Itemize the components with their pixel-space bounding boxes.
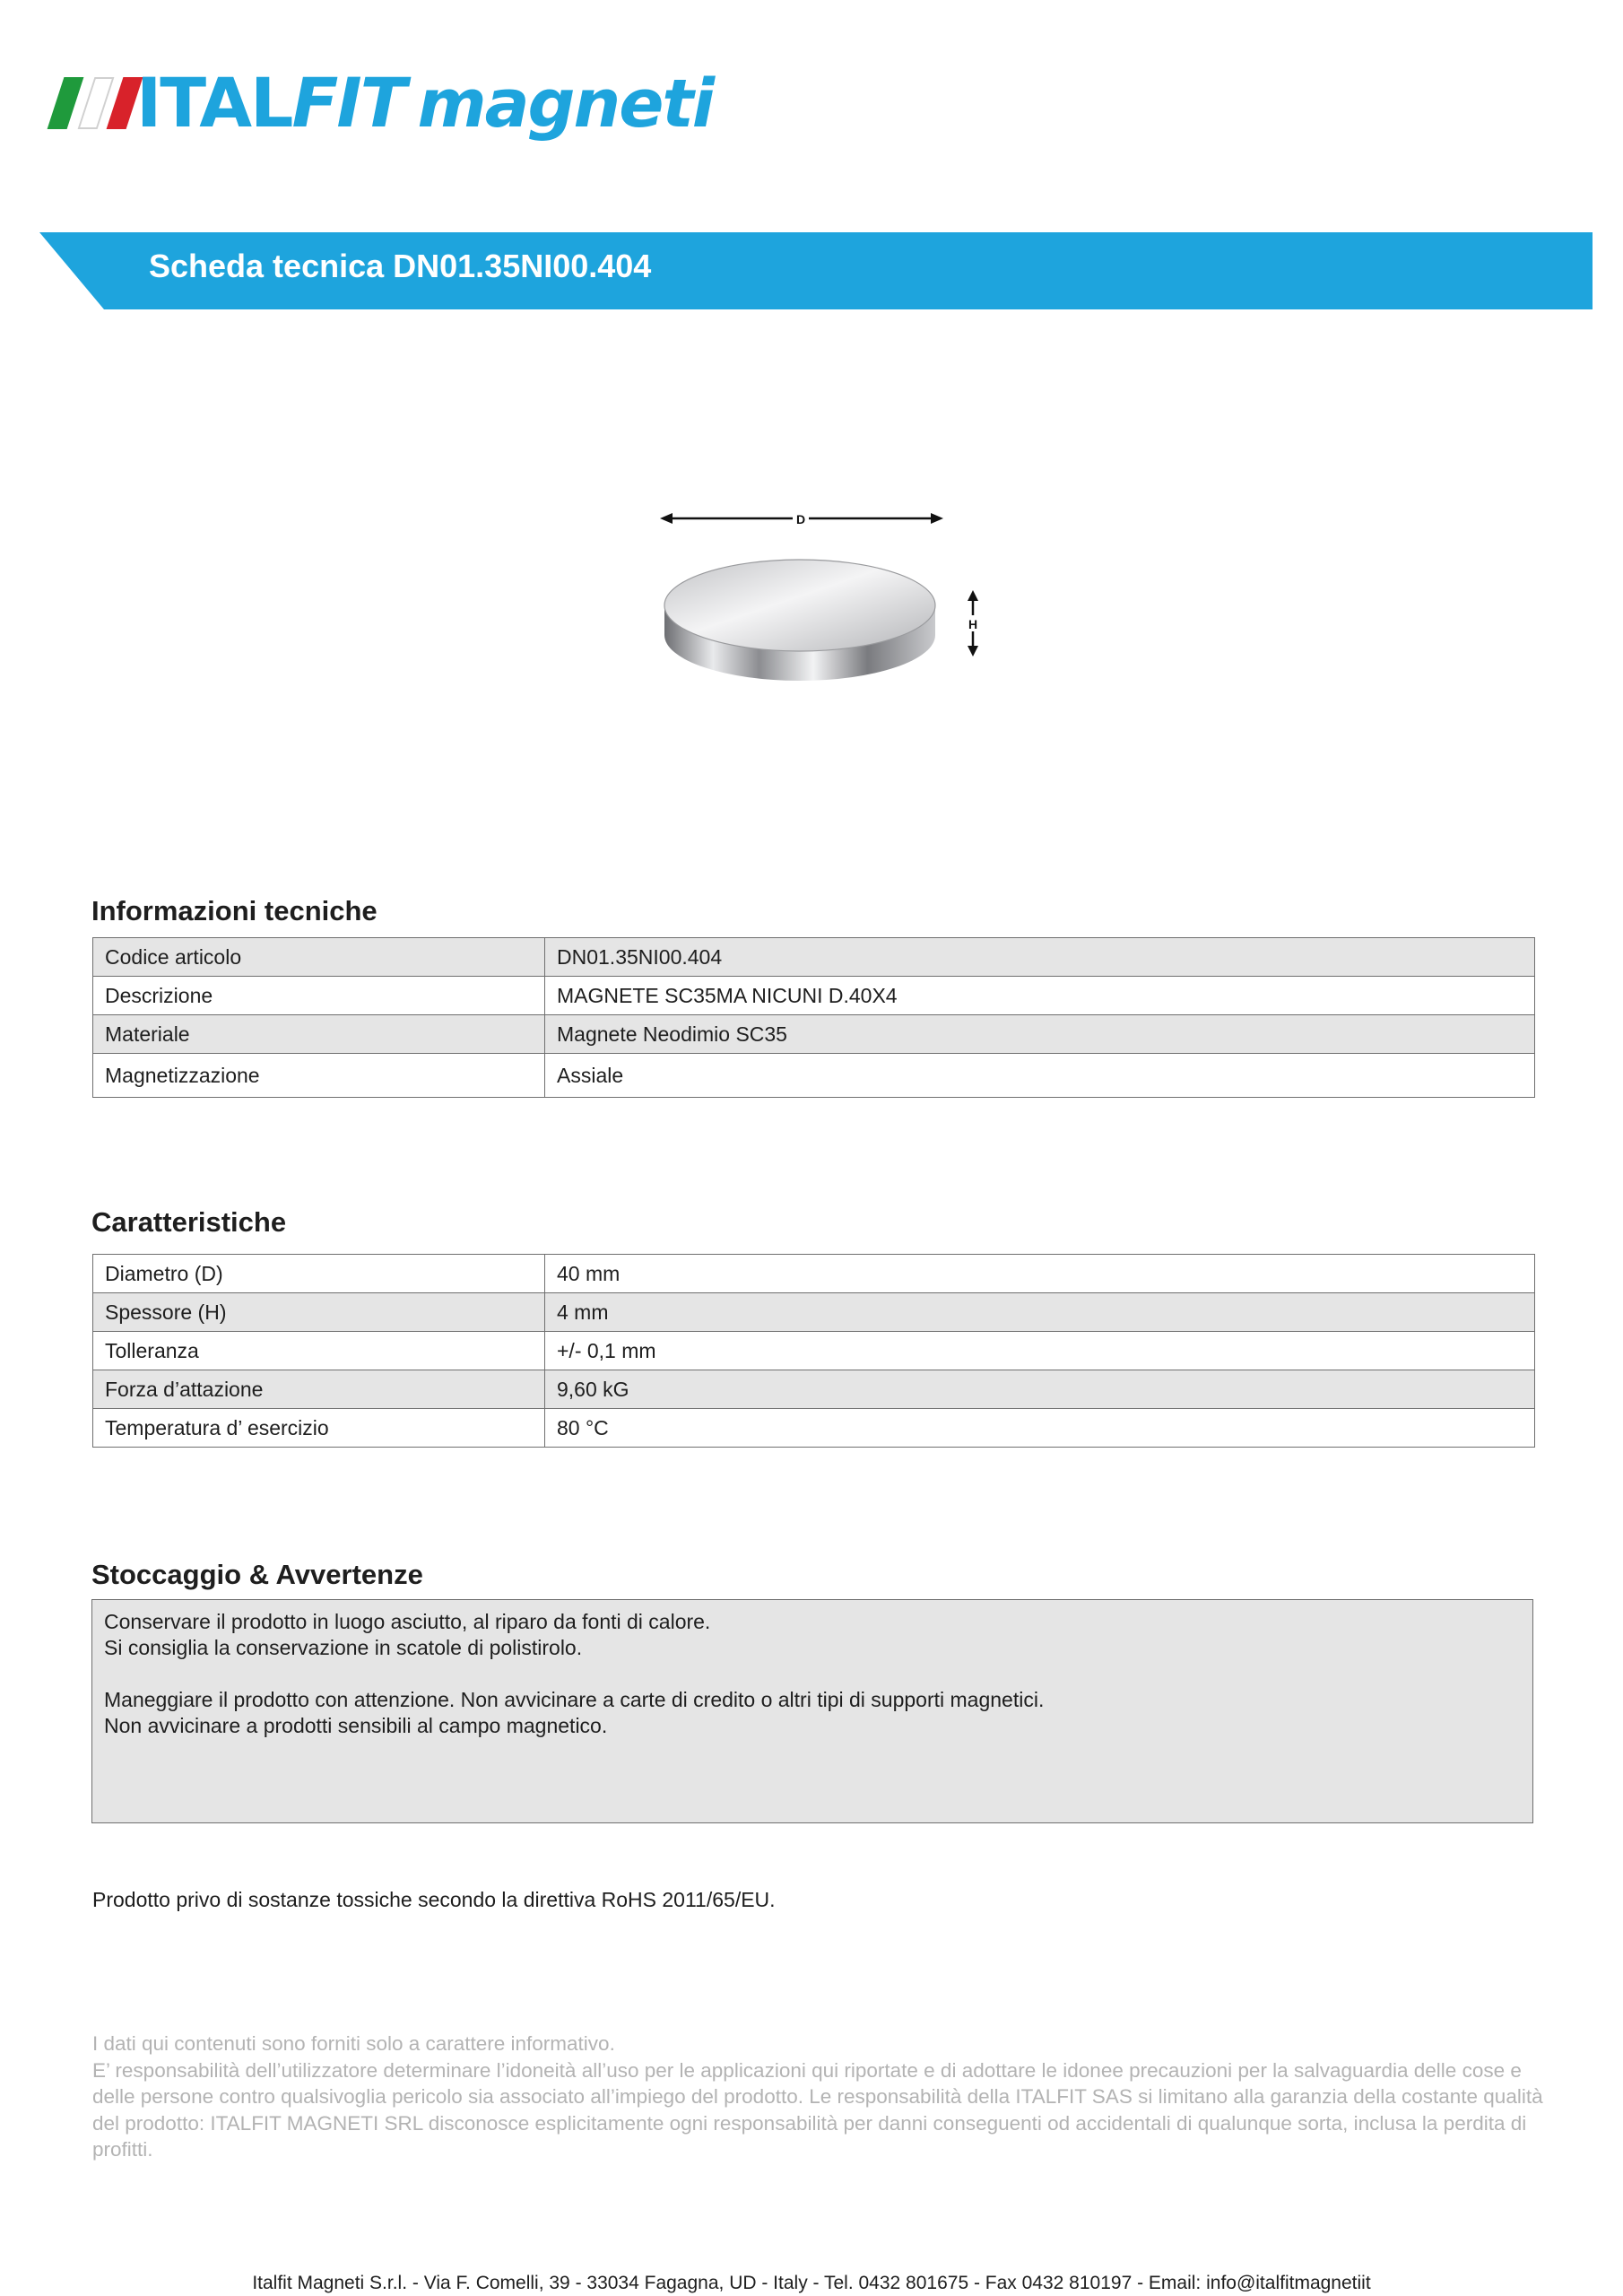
table-row [93,1409,1535,1448]
info-value: Magnete Neodimio SC35 [545,1015,1535,1054]
char-section-title: Caratteristiche [91,1206,287,1238]
warning-line: Non avvicinare a prodotti sensibili al campo magnetico. [104,1714,608,1737]
rohs-statement: Prodotto privo di sostanze tossiche secondo la direttiva RoHS 2011/65/EU. [92,1888,776,1911]
table-row [93,1054,1535,1098]
height-arrow [967,590,979,657]
disclaimer-paragraph: E’ responsabilità dell’utilizzatore determinare l’idoneità all’uso per le applicazioni qui riportate e di adottare le idonee precauzioni per la salvaguardia delle cose e delle persone contro qualsivoglia pericolo sia associato all’impiego del prodotto. Le responsabilità della ITALFIT SAS si limitano alla garanzia della costante qualità del prodotto: ITALFIT MAGNETI SRL disconosce esplicitamente ogni responsabilità per danni conseguenti od accidentali di qualunque sorta, inclusa la perdita di profitti. [92,2058,1543,2161]
diameter-arrow [660,509,943,527]
char-value: 9,60 kG [545,1370,1535,1409]
storage-warnings-box [91,1599,1533,1823]
char-key: Temperatura d’ esercizio [93,1409,545,1448]
disclaimer-line: I dati qui contenuti sono forniti solo a carattere informativo. [92,2032,615,2055]
footer-contact: Italfit Magneti S.r.l. - Via F. Comelli, 39 - 33034 Fagagna, UD - Italy - Tel. 0432 801675 - Fax 0432 810197 - Email: info@italfitmagnetiit [252,2273,1371,2293]
info-key: Materiale [93,1015,545,1054]
table-row [93,1015,1535,1054]
char-key: Tolleranza [93,1332,545,1370]
diameter-label: D [795,512,806,526]
table-row [93,1293,1535,1332]
page-title: Scheda tecnica DN01.35NI00.404 [149,248,652,284]
warning-line: Maneggiare il prodotto con attenzione. Non avvicinare a carte di credito o altri tipi di supporti magnetici. [104,1688,1045,1711]
info-key: Magnetizzazione [93,1054,545,1098]
info-value: MAGNETE SC35MA NICUNI D.40X4 [545,977,1535,1015]
storage-line: Si consiglia la conservazione in scatole di polistirolo. [104,1636,583,1659]
logo-wordmark [136,63,713,143]
logo-text-magneti: magneti [417,65,714,143]
product-image-disc-magnet [628,484,1022,735]
height-label: H [968,617,978,631]
table-row [93,977,1535,1015]
flag-green-stripe [48,77,84,129]
char-value: 4 mm [545,1293,1535,1332]
info-value: Assiale [545,1054,1535,1098]
info-section-title: Informazioni tecniche [91,895,378,926]
table-row [93,1332,1535,1370]
char-key: Diametro (D) [93,1255,545,1293]
char-table [92,1254,1535,1448]
table-row [93,938,1535,977]
logo-text-fit: FIT [291,63,405,143]
info-key: Codice articolo [93,938,545,977]
info-key: Descrizione [93,977,545,1015]
logo-text-ital: ITAL [136,63,292,143]
disclaimer [92,2031,1545,2163]
char-value: +/- 0,1 mm [545,1332,1535,1370]
storage-line: Conservare il prodotto in luogo asciutto, al riparo da fonti di calore. [104,1610,711,1633]
char-key: Forza d’attazione [93,1370,545,1409]
storage-section-title: Stoccaggio & Avvertenze [91,1559,423,1590]
table-row [93,1255,1535,1293]
char-key: Spessore (H) [93,1293,545,1332]
info-value: DN01.35NI00.404 [545,938,1535,977]
info-table [92,937,1535,1098]
char-value: 40 mm [545,1255,1535,1293]
char-value: 80 °C [545,1409,1535,1448]
table-row [93,1370,1535,1409]
